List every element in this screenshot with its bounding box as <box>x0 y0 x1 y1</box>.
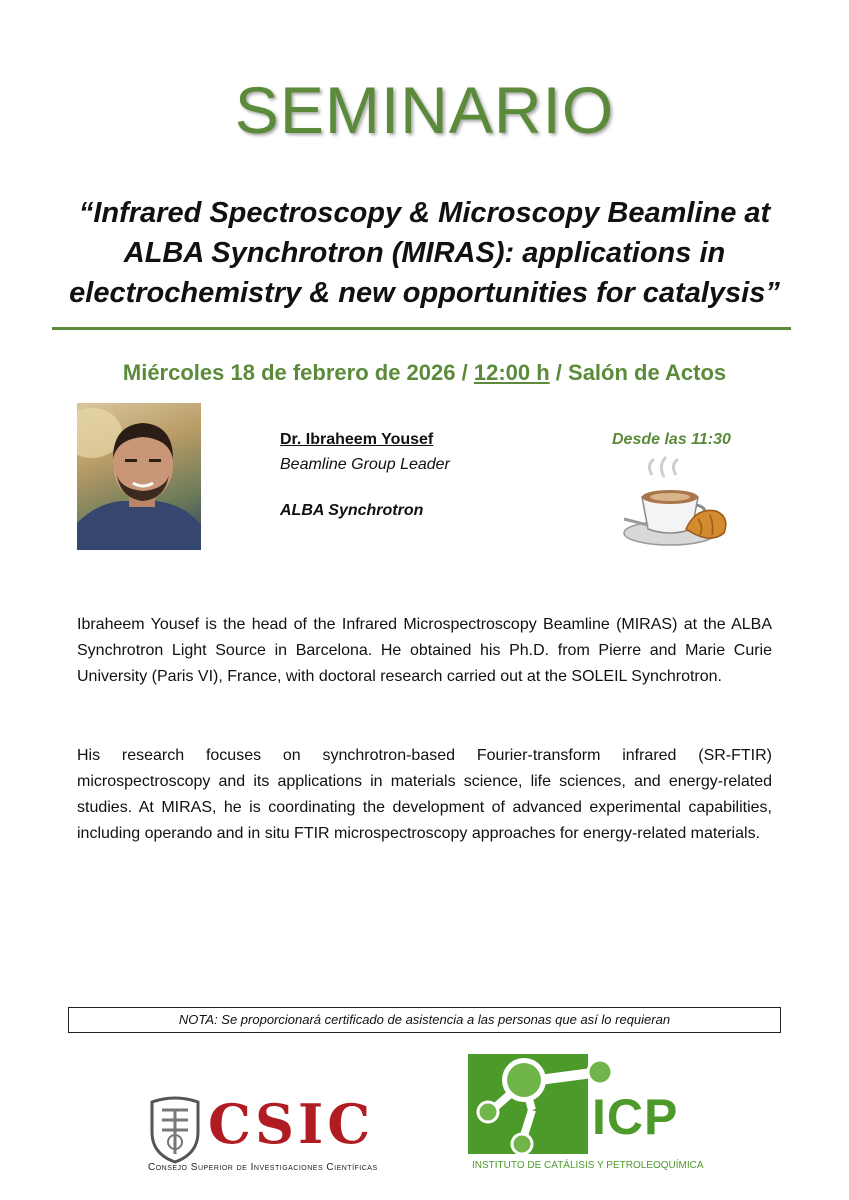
speaker-role: Beamline Group Leader <box>280 456 450 473</box>
event-time: 12:00 h <box>473 360 550 385</box>
icp-wordmark: ICP <box>592 1089 679 1145</box>
csic-subtitle: Consejo Superior de Investigaciones Científicas <box>148 1162 378 1173</box>
csic-wordmark: CSIC <box>208 1092 375 1156</box>
csic-emblem-icon <box>144 1096 206 1166</box>
icp-logo <box>462 1050 707 1180</box>
talk-title-line: ALBA Synchrotron (MIRAS): applications in <box>123 237 726 269</box>
speaker-info <box>280 431 450 520</box>
separator: / <box>549 360 569 385</box>
speaker-name: Dr. Ibraheem Yousef <box>280 431 434 448</box>
seminar-title: SEMINARIO <box>234 73 615 147</box>
icp-subtitle: INSTITUTO DE CATÁLISIS Y PETROLEOQUÍMICA <box>472 1160 704 1171</box>
talk-title <box>60 193 789 313</box>
event-place: Salón de Actos <box>568 360 727 385</box>
talk-title-line: electrochemistry & new opportunities for catalysis” <box>69 277 780 309</box>
csic-logo <box>140 1090 440 1180</box>
event-date: Miércoles 18 de febrero de 2026 <box>122 360 456 385</box>
bio-paragraph: Ibraheem Yousef is the head of the Infrared Microspectroscopy Beamline (MIRAS) at the ALBA Synchrotron Light Source in Barcelona. He obtained his Ph.D. from Pierre and Marie Curie University (Paris VI), France, with doctoral research carried out at the SOLEIL Synchrotron. <box>77 616 772 685</box>
separator: / <box>455 360 474 385</box>
speaker-portrait-icon <box>77 403 201 550</box>
event-info <box>0 360 849 386</box>
icp-molecule-icon <box>462 1050 612 1158</box>
coffee-croissant-icon <box>620 455 730 550</box>
speaker-institution: ALBA Synchrotron <box>280 502 424 519</box>
talk-title-line: “Infrared Spectroscopy & Microscopy Beamline at <box>78 197 771 229</box>
bio-paragraph: His research focuses on synchrotron-based Fourier-transform infrared (SR-FTIR) microspectroscopy and its applications in materials science, life sciences, and energy-related studies. At MIRAS, he is coordinating the development of advanced experimental capabilities, including operando and in situ FTIR microspectroscopy approaches for energy-related materials. <box>77 747 772 842</box>
divider <box>52 327 791 330</box>
coffee-time: Desde las 11:30 <box>612 431 731 448</box>
certificate-note: NOTA: Se proporcionará certificado de asistencia a las personas que así lo requieran <box>68 1007 781 1033</box>
speaker-photo <box>77 403 201 550</box>
